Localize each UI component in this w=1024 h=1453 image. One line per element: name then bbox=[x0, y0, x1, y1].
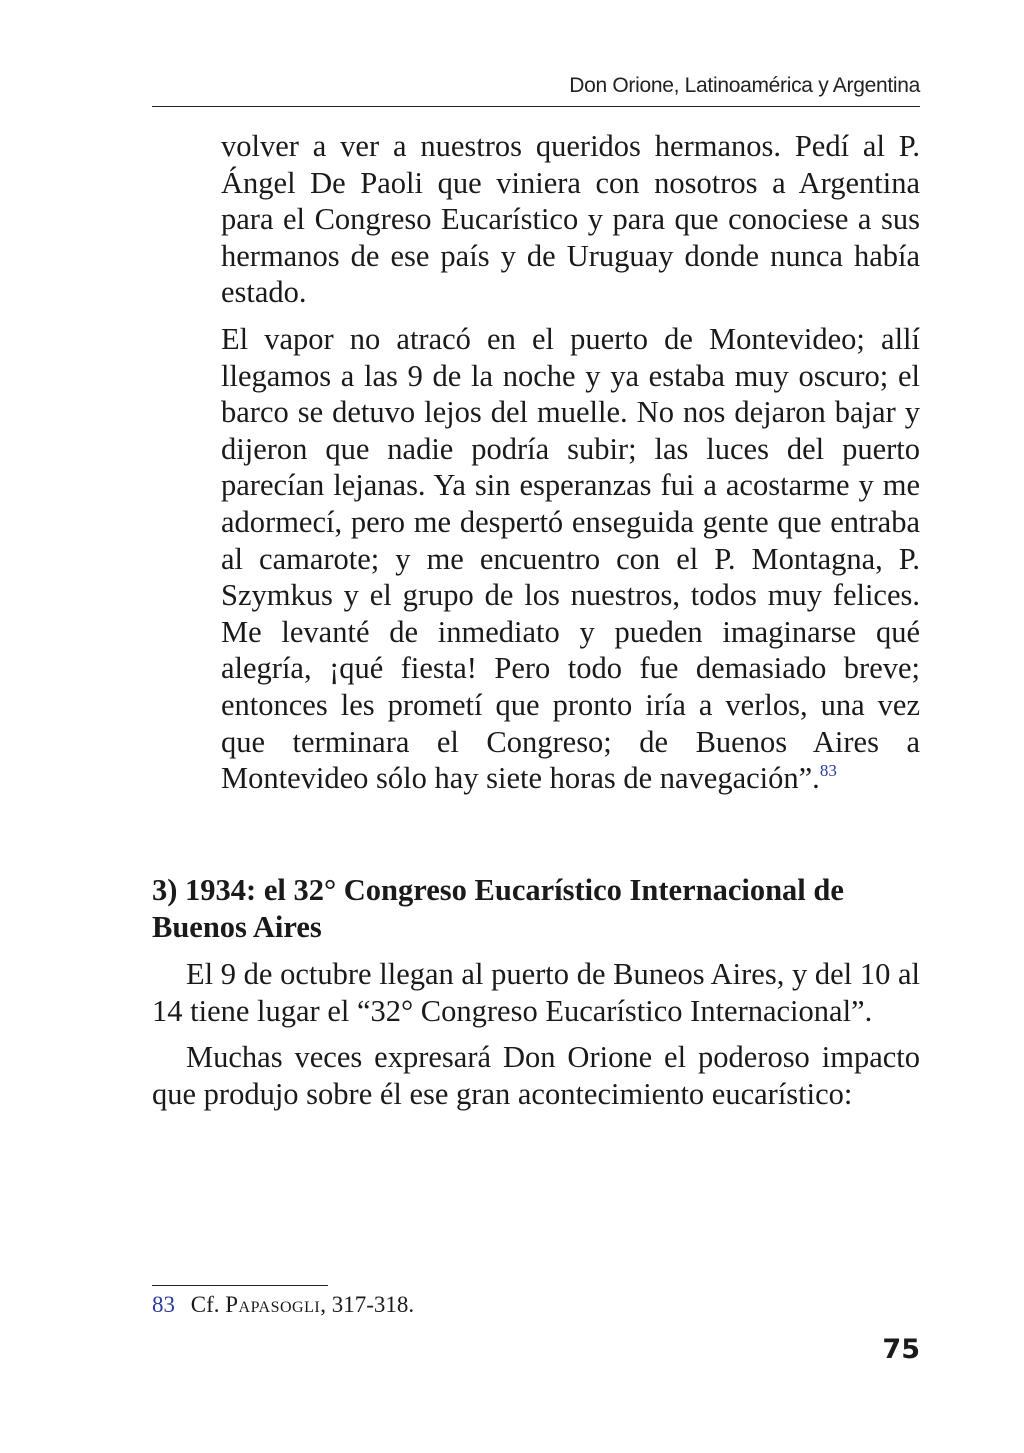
section-body bbox=[152, 956, 920, 1122]
page-number: 75 bbox=[882, 1334, 920, 1365]
quote-paragraph-2 bbox=[221, 321, 920, 797]
footnote-prefix: Cf. bbox=[190, 1292, 220, 1317]
section-heading: 3) 1934: el 32° Congreso Eucarístico Internacional de Buenos Aires bbox=[152, 873, 844, 944]
footnote-pages: , 317-318. bbox=[320, 1292, 415, 1317]
quote-paragraph-1: volver a ver a nuestros queridos hermanos. Pedí al P. Ángel De Paoli que viniera con nosotros a Argentina para el Congreso Eucarístico y para que conociese a sus hermanos de ese país y de Uruguay donde nunca había estado. bbox=[221, 129, 920, 310]
quoted-passage bbox=[221, 128, 920, 807]
footnote-number[interactable]: 83 bbox=[152, 1292, 175, 1317]
header-rule bbox=[152, 106, 920, 107]
footnote-author: Papasogli bbox=[225, 1292, 321, 1317]
body-paragraph-1: El 9 de octubre llegan al puerto de Buneos Aires, y del 10 al 14 tiene lugar el “32° Congreso Eucarístico Internacional”. bbox=[152, 957, 920, 1028]
footnote-reference[interactable]: 83 bbox=[819, 761, 837, 781]
body-paragraph-2: Muchas veces expresará Don Orione el poderoso impacto que produjo sobre él ese gran acontecimiento eucarístico: bbox=[152, 1040, 920, 1111]
footnote bbox=[152, 1290, 920, 1320]
running-header: Don Orione, Latinoamérica y Argentina bbox=[569, 74, 920, 97]
quote-paragraph-2-text: El vapor no atracó en el puerto de Montevideo; allí llegamos a las 9 de la noche y ya estaba muy oscuro; el barco se detuvo lejos del muelle. No nos dejaron bajar y dijeron que nadie podría subir; las luces del puerto parecían lejanas. Ya sin esperanzas fui a acostarme y me adormecí, pero me despertó enseguida gente que entraba al camarote; y me encuentro con el P. Montagna, P. Szymkus y el grupo de los nuestros, todos muy felices. Me levanté de inmediato y pueden imaginarse qué alegría, ¡qué fiesta! Pero todo fue demasiado breve; entonces les prometí que pronto iría a verlos, una vez que terminara el Congreso; de Buenos Aires a Montevideo sólo hay siete horas de navegación”. bbox=[221, 321, 920, 796]
footnote-rule bbox=[152, 1285, 328, 1286]
